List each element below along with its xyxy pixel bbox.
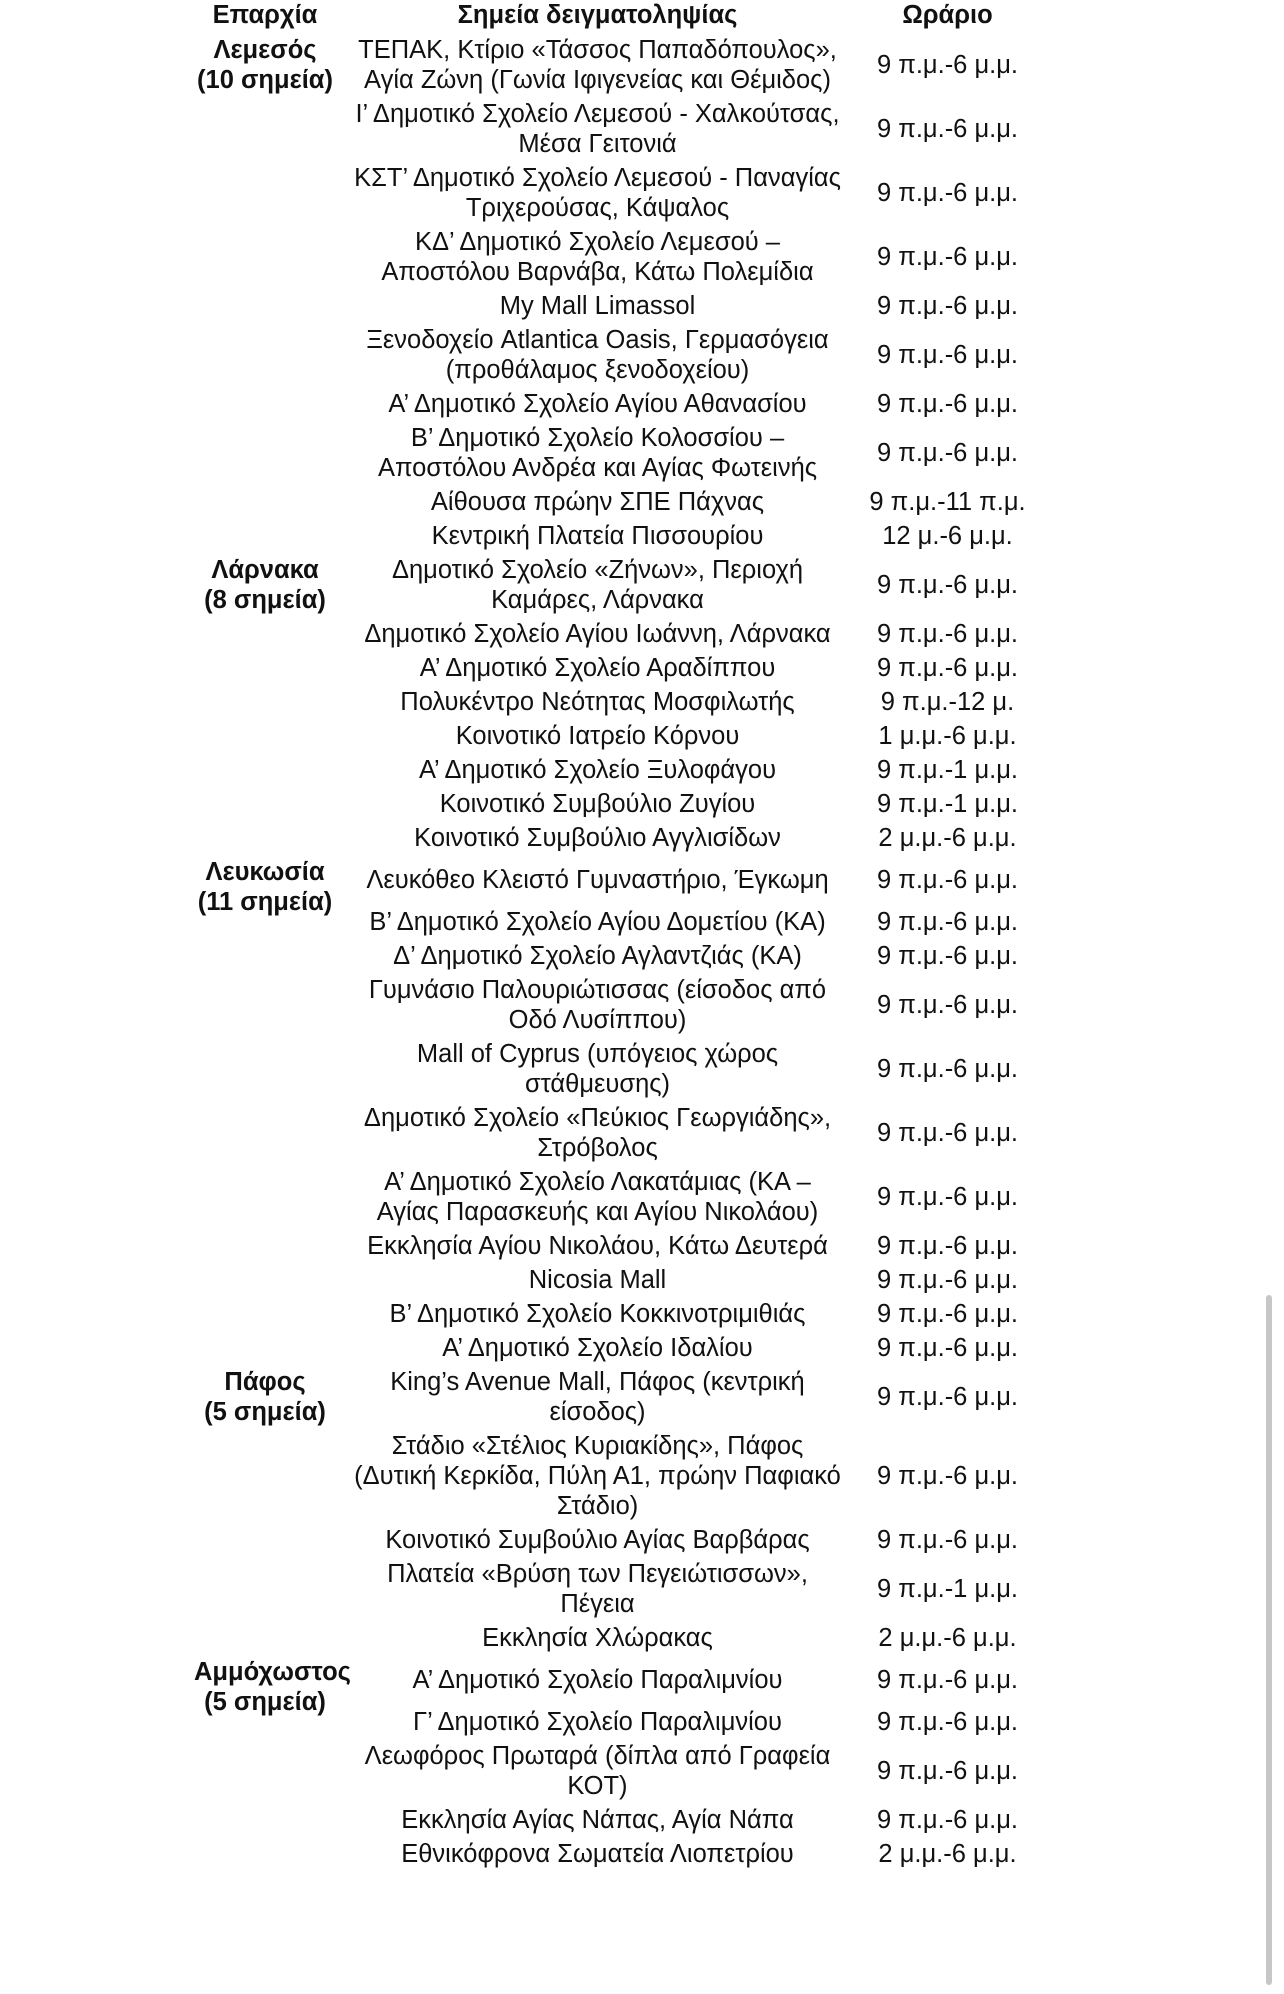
site-cell: Δημοτικό Σχολείο Αγίου Ιωάννη, Λάρνακα [364, 620, 831, 648]
header-site: Σημεία δειγματοληψίας [457, 1, 738, 29]
site-cell: Α’ Δημοτικό Σχολείο Ιδαλίου [442, 1334, 753, 1362]
hours-cell: 9 π.μ.-6 μ.μ. [876, 1462, 1019, 1490]
table-body [190, 33, 1040, 1871]
site-cell: Κοινοτικό Συμβούλιο Αγίας Βαρβάρας [385, 1526, 810, 1554]
site-cell: ΤΕΠΑΚ, Κτίριο «Τάσσος Παπαδόπουλος», Αγία Ζώνη (Γωνία Ιφιγενείας και Θέμιδος) [358, 36, 837, 94]
hours-cell: 9 π.μ.-6 μ.μ. [876, 571, 1019, 599]
province-cell [190, 1365, 340, 1655]
province-site-count: (11 σημεία) [197, 888, 333, 916]
province-site-count: (5 σημεία) [204, 1688, 326, 1716]
site-cell: Γ’ Δημοτικό Σχολείο Παραλιμνίου [413, 1708, 782, 1736]
hours-cell: 9 π.μ.-6 μ.μ. [876, 1757, 1019, 1785]
site-cell: Ξενοδοχείο Atlantica Oasis, Γερμασόγεια (προθάλαμος ξενοδοχείου) [366, 326, 829, 384]
site-cell: Κοινοτικό Ιατρείο Κόρνου [455, 722, 740, 750]
site-cell: Δημοτικό Σχολείο «Ζήνων», Περιοχή Καμάρες, Λάρνακα [391, 556, 804, 614]
hours-cell: 9 π.μ.-6 μ.μ. [876, 654, 1019, 682]
site-cell: Εκκλησία Αγίας Νάπας, Αγία Νάπα [401, 1806, 794, 1834]
site-cell: Δ’ Δημοτικό Σχολείο Αγλαντζιάς (ΚΑ) [393, 942, 802, 970]
site-cell: Εκκλησία Αγίου Νικολάου, Κάτω Δευτερά [367, 1232, 828, 1260]
site-cell: Κεντρική Πλατεία Πισσουρίου [431, 522, 764, 550]
site-cell: Κοινοτικό Συμβούλιο Ζυγίου [439, 790, 756, 818]
site-cell: Δημοτικό Σχολείο «Πεύκιος Γεωργιάδης», Στρόβολος [363, 1104, 832, 1162]
province-cell [190, 855, 340, 1365]
hours-cell: 9 π.μ.-6 μ.μ. [876, 1383, 1019, 1411]
site-cell: Στάδιο «Στέλιος Κυριακίδης», Πάφος (Δυτική Κερκίδα, Πύλη Α1, πρώην Παφιακό Στάδιο) [354, 1432, 841, 1520]
site-cell: Nicosia Mall [528, 1266, 667, 1294]
site-cell: Πολυκέντρο Νεότητας Μοσφιλωτής [400, 688, 795, 716]
site-cell: Β’ Δημοτικό Σχολείο Κοκκινοτριμιθιάς [389, 1300, 806, 1328]
hours-cell: 2 μ.μ.-6 μ.μ. [878, 824, 1017, 852]
hours-cell: 9 π.μ.-6 μ.μ. [876, 341, 1019, 369]
hours-cell: 9 π.μ.-6 μ.μ. [876, 1708, 1019, 1736]
site-cell: My Mall Limassol [499, 292, 696, 320]
header-hours: Ωράριο [902, 1, 993, 29]
table-row [190, 553, 1040, 617]
site-cell: Πλατεία «Βρύση των Πεγειώτισσων», Πέγεια [387, 1560, 808, 1618]
hours-cell: 9 π.μ.-6 μ.μ. [876, 1300, 1019, 1328]
site-cell: Β’ Δημοτικό Σχολείο Κολοσσίου – Αποστόλου Ανδρέα και Αγίας Φωτεινής [377, 424, 818, 482]
hours-cell: 9 π.μ.-1 μ.μ. [876, 756, 1019, 784]
site-cell: Mall of Cyprus (υπόγειος χώρος στάθμευσης) [416, 1040, 779, 1098]
province-site-count: (5 σημεία) [204, 1398, 326, 1426]
hours-cell: 9 π.μ.-6 μ.μ. [876, 1666, 1019, 1694]
hours-cell: 9 π.μ.-6 μ.μ. [876, 1334, 1019, 1362]
province-site-count: (10 σημεία) [197, 66, 333, 94]
site-cell: Εθνικόφρονα Σωματεία Λιοπετρίου [401, 1840, 794, 1868]
province-cell [190, 1655, 351, 1871]
hours-cell: 9 π.μ.-6 μ.μ. [876, 179, 1019, 207]
site-cell: Λεωφόρος Πρωταρά (δίπλα από Γραφεία ΚΟΤ) [364, 1742, 831, 1800]
province-cell [190, 33, 340, 553]
site-cell: Α’ Δημοτικό Σχολείο Λακατάμιας (ΚΑ – Αγίας Παρασκευής και Αγίου Νικολάου) [376, 1168, 819, 1226]
table-row [190, 33, 1040, 97]
vertical-scrollbar[interactable] [1266, 1295, 1272, 1985]
province-cell [190, 553, 340, 855]
hours-cell: 2 μ.μ.-6 μ.μ. [878, 1624, 1017, 1652]
hours-cell: 9 π.μ.-6 μ.μ. [876, 620, 1019, 648]
hours-cell: 9 π.μ.-6 μ.μ. [876, 908, 1019, 936]
table-row [190, 855, 1040, 905]
site-cell: ΚΔ’ Δημοτικό Σχολείο Λεμεσού – Αποστόλου Βαρνάβα, Κάτω Πολεμίδια [381, 228, 814, 286]
province-name: Λεμεσός [213, 36, 317, 64]
hours-cell: 12 μ.-6 μ.μ. [882, 522, 1013, 550]
province-name: Λάρνακα [211, 556, 319, 584]
hours-cell: 9 π.μ.-12 μ. [880, 688, 1015, 716]
sampling-sites-table [190, 0, 1040, 1871]
hours-cell: 9 π.μ.-1 μ.μ. [876, 1575, 1019, 1603]
site-cell: Α’ Δημοτικό Σχολείο Αραδίππου [419, 654, 776, 682]
hours-cell: 9 π.μ.-6 μ.μ. [876, 292, 1019, 320]
hours-cell: 9 π.μ.-6 μ.μ. [876, 1183, 1019, 1211]
hours-cell: 9 π.μ.-6 μ.μ. [876, 1232, 1019, 1260]
hours-cell: 9 π.μ.-11 π.μ. [869, 488, 1026, 516]
hours-cell: 9 π.μ.-6 μ.μ. [876, 115, 1019, 143]
hours-cell: 9 π.μ.-6 μ.μ. [876, 1266, 1019, 1294]
site-cell: Κοινοτικό Συμβούλιο Αγγλισίδων [414, 824, 781, 852]
hours-cell: 1 μ.μ.-6 μ.μ. [878, 722, 1017, 750]
site-cell: Β’ Δημοτικό Σχολείο Αγίου Δομετίου (ΚΑ) [369, 908, 826, 936]
hours-cell: 9 π.μ.-6 μ.μ. [876, 866, 1019, 894]
hours-cell: 9 π.μ.-6 μ.μ. [876, 942, 1019, 970]
province-name: Λευκωσία [205, 858, 325, 886]
hours-cell: 9 π.μ.-6 μ.μ. [876, 991, 1019, 1019]
province-name: Αμμόχωστος [194, 1658, 351, 1686]
site-cell: Αίθουσα πρώην ΣΠΕ Πάχνας [430, 488, 765, 516]
hours-cell: 9 π.μ.-6 μ.μ. [876, 1806, 1019, 1834]
hours-cell: 9 π.μ.-6 μ.μ. [876, 1526, 1019, 1554]
site-cell: Ι’ Δημοτικό Σχολείο Λεμεσού - Χαλκούτσας, Μέσα Γειτονιά [355, 100, 840, 158]
site-cell: Εκκλησία Χλώρακας [482, 1624, 713, 1652]
site-cell: ΚΣΤ’ Δημοτικό Σχολείο Λεμεσού - Παναγίας Τριχερούσας, Κάψαλος [354, 164, 841, 222]
site-cell: King’s Avenue Mall, Πάφος (κεντρική είσοδος) [390, 1368, 805, 1426]
site-cell: Γυμνάσιο Παλουριώτισσας (είσοδος από Οδό Λυσίππου) [368, 976, 827, 1034]
site-cell: Α’ Δημοτικό Σχολείο Ξυλοφάγου [418, 756, 777, 784]
site-cell: Α’ Δημοτικό Σχολείο Παραλιμνίου [412, 1666, 783, 1694]
province-site-count: (8 σημεία) [204, 586, 326, 614]
hours-cell: 9 π.μ.-6 μ.μ. [876, 1055, 1019, 1083]
province-name: Πάφος [224, 1368, 306, 1396]
site-cell: Α’ Δημοτικό Σχολείο Αγίου Αθανασίου [388, 390, 807, 418]
hours-cell: 9 π.μ.-6 μ.μ. [876, 439, 1019, 467]
table-row [190, 1365, 1040, 1429]
header-province: Επαρχία [212, 1, 318, 29]
hours-cell: 9 π.μ.-6 μ.μ. [876, 1119, 1019, 1147]
hours-cell: 2 μ.μ.-6 μ.μ. [878, 1840, 1017, 1868]
hours-cell: 9 π.μ.-6 μ.μ. [876, 390, 1019, 418]
hours-cell: 9 π.μ.-6 μ.μ. [876, 51, 1019, 79]
hours-cell: 9 π.μ.-6 μ.μ. [876, 243, 1019, 271]
site-cell: Λευκόθεο Κλειστό Γυμναστήριο, Έγκωμη [366, 866, 829, 894]
header-row [190, 0, 1040, 33]
table-row [190, 1655, 1040, 1705]
hours-cell: 9 π.μ.-1 μ.μ. [876, 790, 1019, 818]
